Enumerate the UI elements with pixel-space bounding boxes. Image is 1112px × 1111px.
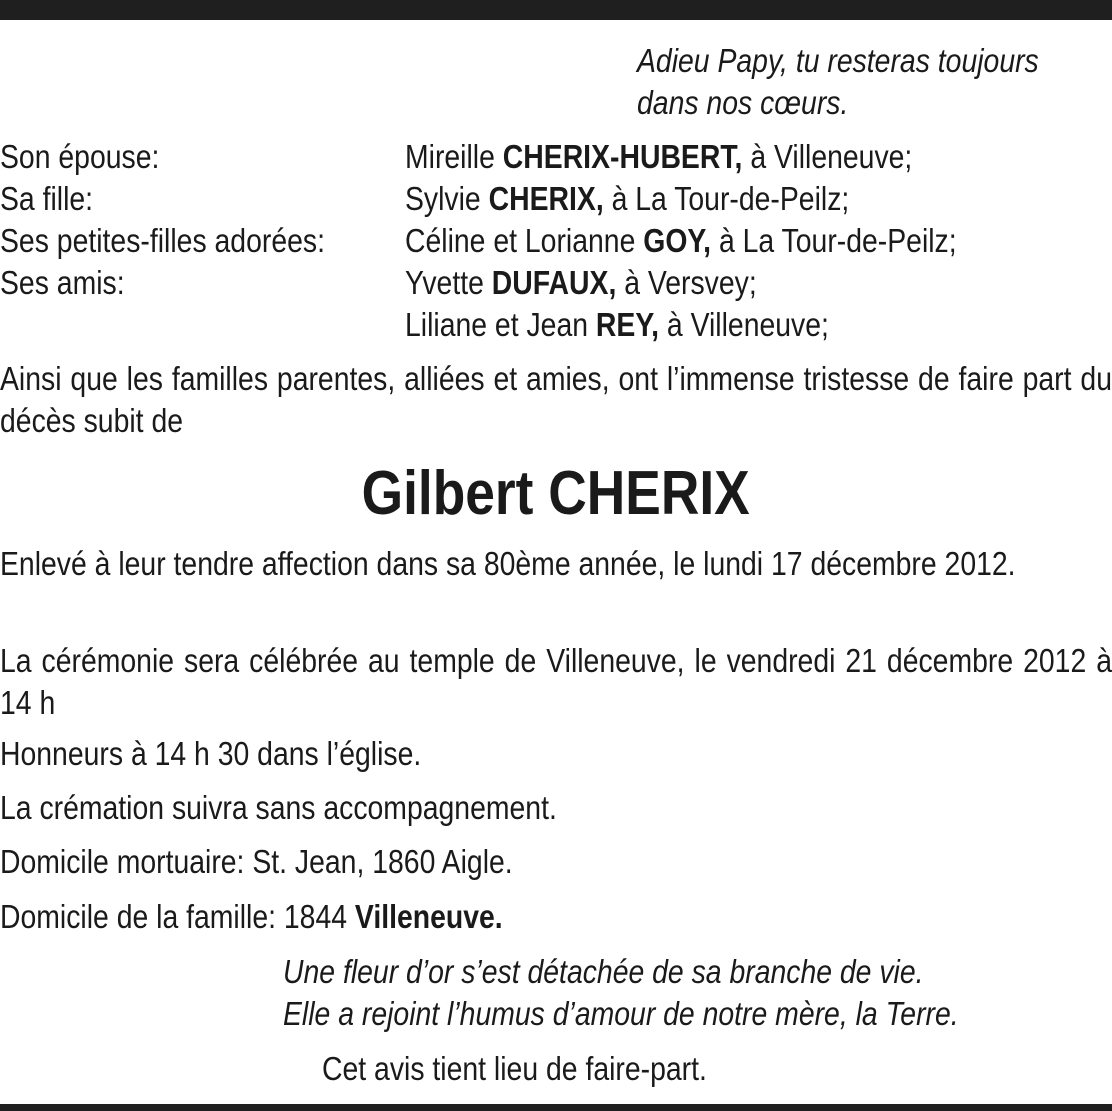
deceased-name: Gilbert CHERIX: [361, 459, 751, 528]
epigraph: [637, 40, 1039, 124]
top-rule: [0, 0, 1112, 20]
family-address: Domicile de la famille: 1844 Villeneuve.: [0, 898, 503, 935]
family-role: Sa fille:: [0, 180, 94, 217]
family-member: Yvette DUFAUX, à Versvey;: [405, 264, 757, 301]
family-surname: CHERIX,: [488, 180, 604, 217]
family-member: Sylvie CHERIX, à La Tour-de-Peilz;: [405, 180, 850, 217]
family-role: Son épouse:: [0, 138, 160, 175]
family-member: Mireille CHERIX-HUBERT, à Villeneuve;: [405, 138, 913, 175]
family-surname: REY,: [595, 306, 660, 343]
family-surname: GOY,: [643, 222, 712, 259]
epigraph-line-2: dans nos cœurs.: [637, 84, 849, 121]
notice: Cet avis tient lieu de faire-part.: [322, 1050, 707, 1087]
family-town: Villeneuve.: [354, 898, 503, 935]
bottom-rule: [0, 1104, 1112, 1111]
honours-details: Honneurs à 14 h 30 dans l’église.: [0, 735, 422, 772]
family-member: Céline et Lorianne GOY, à La Tour-de-Peilz;: [405, 222, 957, 259]
family-member: Liliane et Jean REY, à Villeneuve;: [405, 306, 829, 343]
announcement: Ainsi que les familles parentes, alliées et amies, ont l’immense tristesse de faire part du décès subit de: [0, 360, 1112, 439]
family-surname: CHERIX-HUBERT,: [502, 138, 743, 175]
family-role: Ses amis:: [0, 264, 125, 301]
passing-details: Enlevé à leur tendre affection dans sa 80ème année, le lundi 17 décembre 2012.: [0, 545, 1016, 582]
closing-quote-line-2: Elle a rejoint l’humus d’amour de notre mère, la Terre.: [283, 995, 959, 1032]
epigraph-line-1: Adieu Papy, tu resteras toujours: [637, 42, 1039, 79]
ceremony-details: La cérémonie sera célébrée au temple de Villeneuve, le vendredi 21 décembre 2012 à 14 h: [0, 642, 1112, 721]
cremation-details: La crémation suivra sans accompagnement.: [0, 789, 557, 826]
mortuary-address: Domicile mortuaire: St. Jean, 1860 Aigle.: [0, 843, 513, 880]
closing-quote-line-1: Une fleur d’or s’est détachée de sa branche de vie.: [283, 953, 924, 990]
family-surname: DUFAUX,: [491, 264, 617, 301]
family-role: Ses petites-filles adorées:: [0, 222, 325, 259]
